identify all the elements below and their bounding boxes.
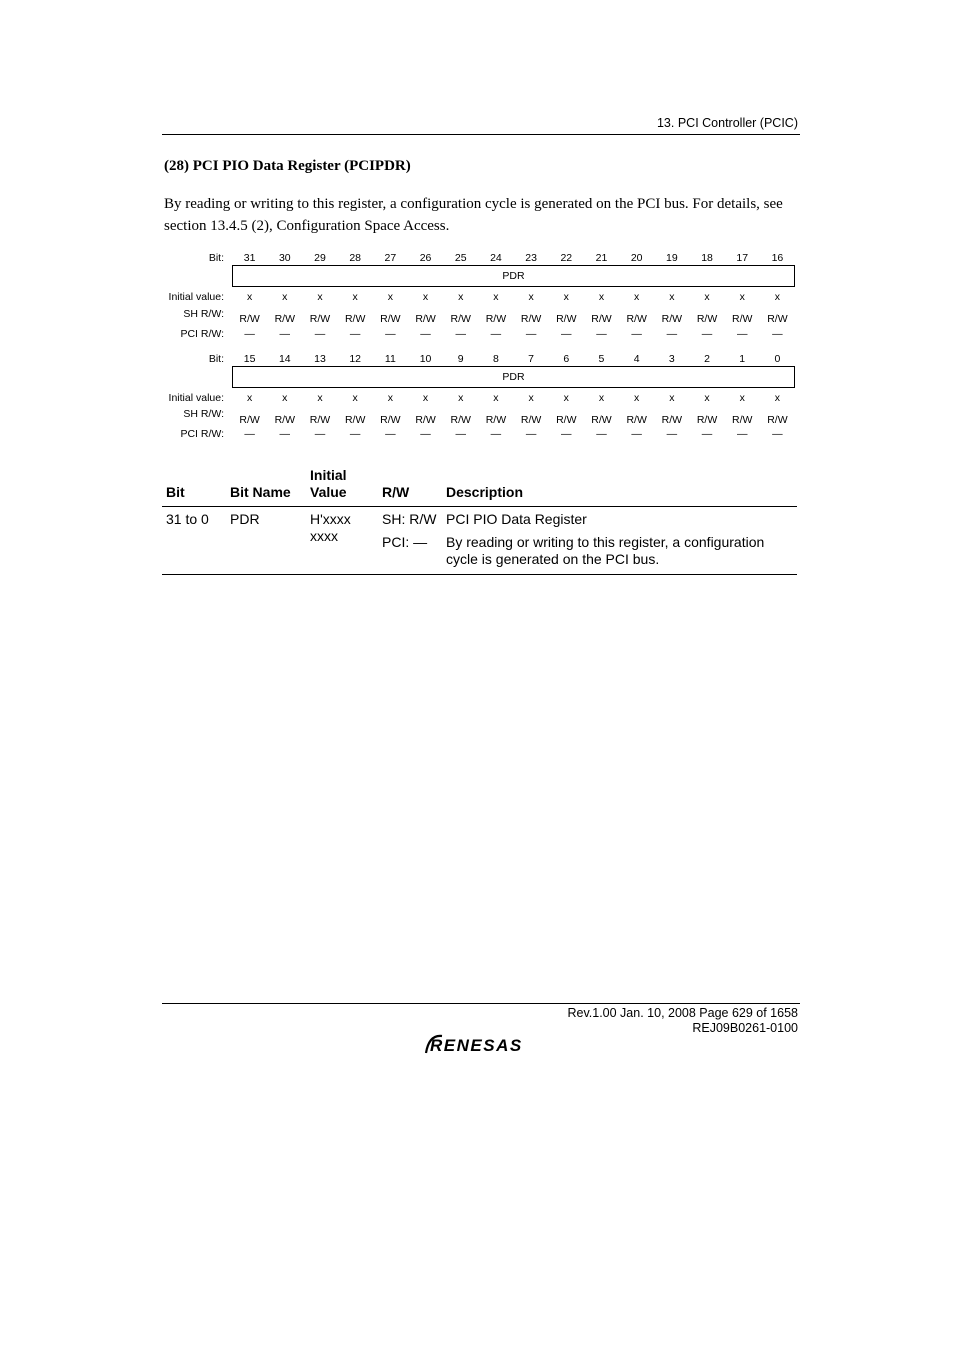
bit-number-cell: 17 — [736, 252, 749, 264]
running-header: 13. PCI Controller (PCIC) — [656, 116, 798, 130]
initial-value-cell: x — [704, 392, 710, 404]
pci-rw-cell: — — [349, 428, 361, 440]
sh-rw-cell: R/W — [520, 414, 542, 426]
bit-number-cell: 5 — [598, 353, 605, 365]
sh-rw-cell: R/W — [274, 414, 295, 426]
bit-number-cell: 19 — [666, 252, 678, 264]
sh-rw-cell: R/W — [591, 414, 612, 426]
bit-number-cell: 6 — [563, 353, 570, 365]
pci-rw-cell: — — [455, 328, 466, 340]
sh-rw-cell: R/W — [309, 414, 331, 426]
footer-revision: Rev.1.00 Jan. 10, 2008 Page 629 of 1658 — [567, 1006, 798, 1020]
sh-rw-row — [232, 313, 795, 325]
sh-rw-cell: R/W — [450, 414, 471, 426]
register-field-pdr: PDR — [232, 265, 795, 287]
bit-label: Bit: — [208, 353, 224, 365]
pci-rw-cell: — — [631, 428, 642, 440]
bit-number-row — [232, 252, 795, 264]
pci-rw-cell: — — [772, 328, 783, 340]
pci-rw-cell: — — [736, 328, 748, 340]
pci-rw-cell: — — [596, 428, 607, 440]
bit-number-cell: 8 — [492, 353, 499, 365]
initial-value-cell: x — [563, 291, 569, 303]
pci-rw-row — [232, 428, 795, 440]
pci-rw-cell: — — [525, 328, 537, 340]
sh-rw-label: SH R/W: — [183, 308, 224, 320]
initial-value-cell: x — [458, 392, 464, 404]
pci-rw-cell: — — [596, 328, 607, 340]
bit-number-cell: 13 — [314, 353, 326, 365]
col-header-rw: R/W — [378, 463, 442, 507]
pci-rw-cell: — — [666, 328, 678, 340]
sh-rw-cell: R/W — [520, 313, 542, 325]
pci-rw-cell: — — [314, 428, 326, 440]
initial-value-cell: x — [528, 291, 534, 303]
pci-rw-cell: — — [490, 428, 502, 440]
initial-value-cell: x — [387, 392, 393, 404]
bit-number-cell: 1 — [739, 353, 746, 365]
cell-bit-name: PDR — [226, 507, 306, 575]
sh-rw-cell: R/W — [767, 313, 788, 325]
initial-value-cell: x — [634, 392, 640, 404]
sh-rw-cell: R/W — [556, 414, 577, 426]
cell-initial-value — [306, 507, 378, 575]
initial-value-cell: x — [282, 392, 288, 404]
col-header-description: Description — [442, 463, 797, 507]
pci-rw-cell: — — [314, 328, 326, 340]
initial-value-cell: x — [422, 392, 429, 404]
footer-rule — [162, 1003, 800, 1004]
pci-rw-cell: — — [420, 328, 431, 340]
pci-rw-cell: — — [455, 428, 466, 440]
pci-rw-cell: — — [244, 328, 255, 340]
sh-rw-cell: R/W — [450, 313, 471, 325]
initial-value-cell: x — [246, 392, 253, 404]
pci-rw-label: PCI R/W: — [180, 428, 224, 440]
cell-description — [442, 507, 797, 575]
initial-value-cell: x — [774, 291, 781, 303]
initial-value-cell: x — [598, 392, 605, 404]
cell-bit: 31 to 0 — [162, 507, 226, 575]
pci-rw-cell: — — [525, 428, 537, 440]
rw-pci: PCI: — — [382, 534, 428, 550]
sh-rw-cell: R/W — [415, 414, 436, 426]
bit-number-cell: 22 — [560, 252, 573, 264]
sh-rw-cell: R/W — [415, 313, 436, 325]
pci-rw-cell: — — [561, 428, 572, 440]
sh-rw-cell: R/W — [556, 313, 577, 325]
pci-rw-cell: — — [772, 428, 783, 440]
sh-rw-cell: R/W — [626, 414, 647, 426]
initial-value-cell: x — [458, 291, 464, 303]
initial-header-line2: Value — [310, 484, 347, 500]
bit-number-cell: 18 — [701, 252, 713, 264]
pci-rw-cell: — — [279, 328, 291, 340]
sh-rw-cell: R/W — [239, 414, 260, 426]
sh-rw-cell: R/W — [485, 414, 507, 426]
pci-rw-cell: — — [561, 328, 572, 340]
bit-number-cell: 21 — [595, 252, 608, 264]
section-paragraph: By reading or writing to this register, a configuration cycle is generated on the PCI bus. For details, see section 13.4.5 (2), Configuration Space Access. — [164, 196, 783, 234]
bit-number-cell: 26 — [419, 252, 432, 264]
initial-value-cell: x — [387, 291, 393, 303]
sh-rw-cell: R/W — [696, 313, 718, 325]
initial-value-line1: H'xxxx — [310, 511, 351, 527]
sh-rw-cell: R/W — [344, 313, 366, 325]
sh-rw-cell: R/W — [274, 313, 295, 325]
bit-number-cell: 12 — [349, 353, 361, 365]
bit-number-cell: 24 — [490, 252, 502, 264]
footer-doc-number: REJ09B0261-0100 — [692, 1021, 798, 1035]
initial-header-line1: Initial — [310, 467, 347, 483]
table-header-row — [162, 463, 797, 507]
col-header-initial-value — [306, 463, 378, 507]
rw-sh: SH: R/W — [382, 511, 437, 527]
header-rule — [162, 134, 800, 135]
bit-number-cell: 29 — [314, 252, 326, 264]
bit-number-cell: 15 — [243, 353, 256, 365]
initial-value-cell: x — [422, 291, 429, 303]
sh-rw-cell: R/W — [591, 313, 612, 325]
bit-number-cell: 20 — [630, 252, 643, 264]
initial-value-cell: x — [246, 291, 253, 303]
bit-number-cell: 31 — [243, 252, 256, 264]
initial-value-cell: x — [493, 392, 499, 404]
pci-rw-cell: — — [701, 428, 713, 440]
pci-rw-cell: — — [490, 328, 502, 340]
bit-number-cell: 3 — [668, 353, 675, 365]
bit-description-table — [162, 463, 797, 575]
logo-wordmark: RENESAS — [430, 1036, 523, 1055]
pci-rw-label: PCI R/W: — [180, 328, 224, 340]
bit-number-cell: 30 — [278, 252, 291, 264]
initial-value-cell: x — [282, 291, 288, 303]
sh-rw-cell: R/W — [380, 414, 401, 426]
register-field-pdr: PDR — [232, 366, 795, 388]
sh-rw-cell: R/W — [661, 414, 683, 426]
col-header-bit: Bit — [162, 463, 226, 507]
bit-number-row — [232, 353, 795, 365]
bit-number-cell: 16 — [771, 252, 784, 264]
col-header-bit-name: Bit Name — [226, 463, 306, 507]
initial-value-cell: x — [739, 392, 745, 404]
bit-number-cell: 4 — [633, 353, 640, 365]
pci-rw-cell: — — [736, 428, 748, 440]
bit-number-cell: 7 — [528, 353, 535, 365]
initial-value-label: Initial value: — [168, 291, 224, 303]
bit-number-cell: 14 — [278, 353, 291, 365]
description-title: PCI PIO Data Register — [446, 511, 587, 527]
bit-label: Bit: — [208, 252, 224, 264]
bit-number-cell: 23 — [525, 252, 537, 264]
sh-rw-cell: R/W — [732, 313, 753, 325]
pci-rw-cell: — — [385, 428, 396, 440]
pci-rw-row — [232, 328, 795, 340]
renesas-logo-graphic — [424, 1033, 542, 1055]
initial-value-cell: x — [352, 392, 358, 404]
renesas-logo — [424, 1033, 542, 1060]
initial-value-cell: x — [528, 392, 534, 404]
bit-number-cell: 10 — [419, 353, 432, 365]
section-title: (28) PCI PIO Data Register (PCIPDR) — [164, 158, 411, 174]
bit-number-cell: 25 — [454, 252, 467, 264]
pci-rw-cell: — — [279, 428, 291, 440]
sh-rw-cell: R/W — [696, 414, 718, 426]
bit-number-cell: 9 — [457, 353, 464, 365]
initial-value-cell: x — [634, 291, 640, 303]
bit-number-cell: 0 — [774, 353, 781, 365]
sh-rw-cell: R/W — [485, 313, 507, 325]
initial-value-row — [232, 392, 795, 404]
pci-rw-cell: — — [420, 428, 431, 440]
initial-value-cell: x — [352, 291, 358, 303]
table-row — [162, 507, 797, 575]
initial-value-cell: x — [774, 392, 781, 404]
pci-rw-cell: — — [385, 328, 396, 340]
pci-rw-cell: — — [666, 428, 678, 440]
sh-rw-cell: R/W — [380, 313, 401, 325]
sh-rw-cell: R/W — [661, 313, 683, 325]
sh-rw-cell: R/W — [732, 414, 753, 426]
sh-rw-cell: R/W — [767, 414, 788, 426]
initial-value-cell: x — [704, 291, 710, 303]
initial-value-cell: x — [669, 291, 675, 303]
initial-value-cell: x — [317, 392, 323, 404]
initial-value-cell: x — [493, 291, 499, 303]
pci-rw-cell: — — [349, 328, 361, 340]
bit-number-cell: 2 — [704, 353, 710, 365]
pci-rw-cell: — — [631, 328, 642, 340]
pci-rw-cell: — — [244, 428, 255, 440]
initial-value-cell: x — [669, 392, 675, 404]
initial-value-cell: x — [739, 291, 745, 303]
pci-rw-cell: — — [701, 328, 713, 340]
bit-number-cell: 11 — [384, 353, 396, 365]
initial-value-cell: x — [317, 291, 323, 303]
initial-value-row — [232, 291, 795, 303]
initial-value-cell: x — [563, 392, 569, 404]
initial-value-label: Initial value: — [168, 392, 224, 404]
bit-number-cell: 28 — [349, 252, 361, 264]
initial-value-cell: x — [598, 291, 605, 303]
sh-rw-cell: R/W — [626, 313, 647, 325]
bit-number-cell: 27 — [384, 252, 397, 264]
sh-rw-row — [232, 414, 795, 426]
cell-rw — [378, 507, 442, 575]
sh-rw-cell: R/W — [239, 313, 260, 325]
initial-value-line2: xxxx — [310, 528, 338, 544]
sh-rw-cell: R/W — [309, 313, 331, 325]
sh-rw-cell: R/W — [344, 414, 366, 426]
description-body: By reading or writing to this register, a configuration cycle is generated on the PCI bus. — [446, 534, 765, 567]
sh-rw-label: SH R/W: — [183, 408, 224, 420]
